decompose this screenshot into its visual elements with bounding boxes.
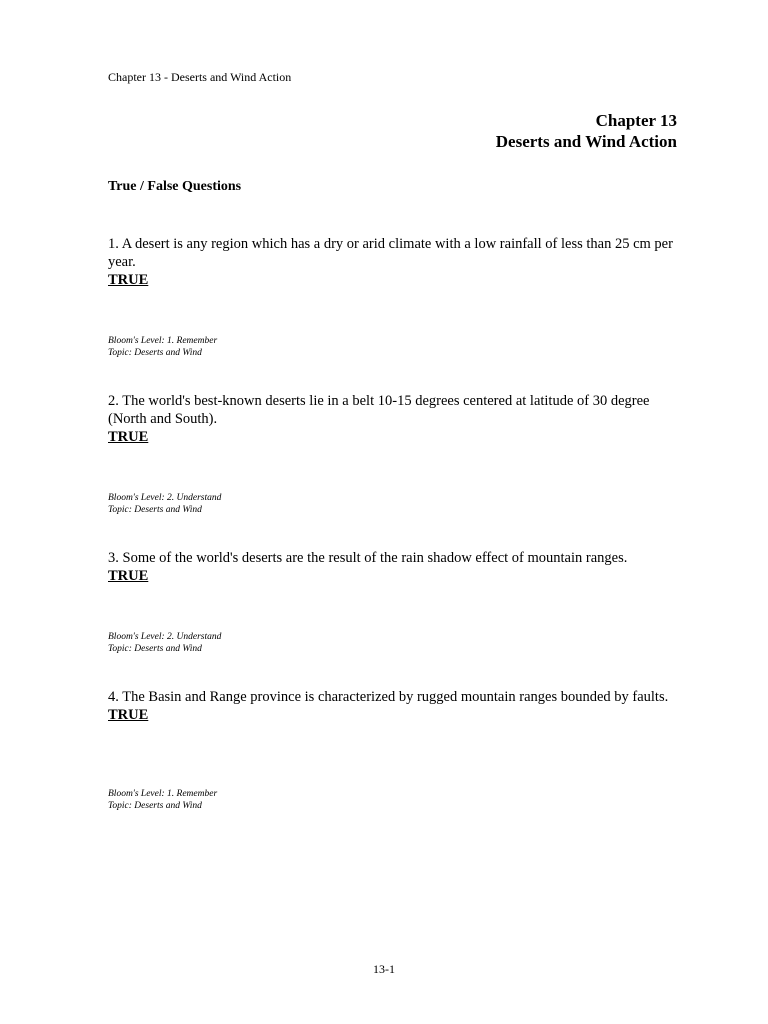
question-text: 4. The Basin and Range province is characterized by rugged mountain ranges bounded by faults. <box>108 689 669 705</box>
question-2 <box>108 392 678 515</box>
topic: Topic: Deserts and Wind <box>108 348 202 358</box>
blooms-level: Bloom's Level: 2. Understand <box>108 493 222 503</box>
blooms-level: Bloom's Level: 2. Understand <box>108 632 222 642</box>
question-answer: TRUE <box>108 429 149 445</box>
question-meta <box>108 788 217 812</box>
question-meta <box>108 335 217 359</box>
section-heading: True / False Questions <box>108 179 242 194</box>
blooms-level: Bloom's Level: 1. Remember <box>108 336 218 346</box>
blooms-level: Bloom's Level: 1. Remember <box>108 789 218 799</box>
question-text: 1. A desert is any region which has a dry or arid climate with a low rainfall of less than 25 cm per year. <box>108 236 673 270</box>
topic: Topic: Deserts and Wind <box>108 505 202 515</box>
chapter-number: Chapter 13 <box>595 111 677 130</box>
topic: Topic: Deserts and Wind <box>108 644 202 654</box>
question-answer: TRUE <box>108 707 149 723</box>
question-1 <box>108 235 678 358</box>
question-text: 3. Some of the world's deserts are the result of the rain shadow effect of mountain ranges. <box>108 550 628 566</box>
page-number: 13-1 <box>373 962 395 976</box>
question-4 <box>108 688 678 811</box>
chapter-title-block <box>496 110 677 152</box>
chapter-subtitle: Deserts and Wind Action <box>495 132 677 151</box>
question-3 <box>108 549 678 654</box>
question-meta <box>108 492 221 516</box>
question-meta <box>108 631 221 655</box>
topic: Topic: Deserts and Wind <box>108 801 202 811</box>
running-header: Chapter 13 - Deserts and Wind Action <box>108 70 292 84</box>
question-answer: TRUE <box>108 272 149 288</box>
question-answer: TRUE <box>108 568 149 584</box>
question-text: 2. The world's best-known deserts lie in a belt 10-15 degrees centered at latitude of 30 degree (North and South). <box>108 393 650 427</box>
